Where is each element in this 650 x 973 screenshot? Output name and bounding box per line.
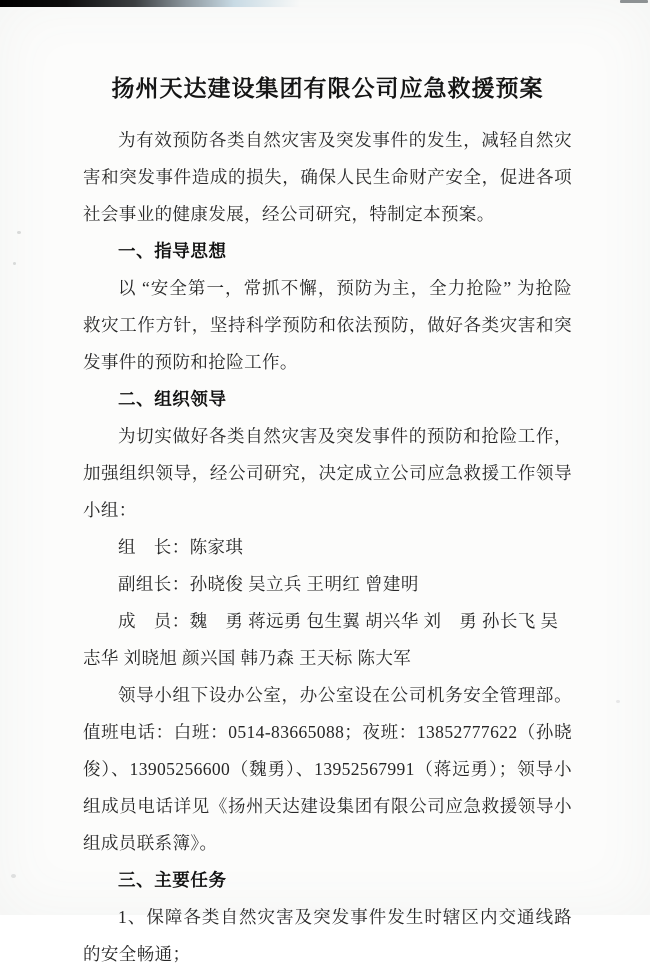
roster-names-leader: 陈家琪 bbox=[189, 537, 244, 557]
section-1-paragraph: 以 “安全第一，常抓不懈，预防为主，全力抢险” 为抢险救灾工作方针，坚持科学预防和依法预防，做好各类灾害和突发事件的预防和抢险工作。 bbox=[83, 278, 572, 372]
roster-line-members bbox=[83, 603, 572, 677]
scan-artifact-top-edge bbox=[0, 0, 300, 7]
scan-speck bbox=[616, 700, 620, 703]
roster-role-deputy-leaders: 副组长： bbox=[118, 574, 190, 594]
section-heading-guiding-ideology: 一、指导思想 bbox=[118, 241, 227, 261]
roster-names-members: 魏 勇 蒋远勇 包生翼 胡兴华 刘 勇 孙长飞 吴志华 刘晓旭 颜兴国 韩乃森 王天标 陈大军 bbox=[83, 611, 559, 668]
roster-names-deputy-leaders: 孙晓俊 吴立兵 王明红 曾建明 bbox=[189, 574, 419, 594]
office-and-phone-paragraph: 领导小组下设办公室，办公室设在公司机务安全管理部。值班电话：白班：0514-83665088；夜班：13852777622（孙晓俊）、13905256600（魏勇）、13952567991（蒋远勇）；领导小组成员电话详见《扬州天达建设集团有限公司应急救援领导小组成员联系簿》。 bbox=[83, 685, 572, 853]
scan-speck bbox=[11, 874, 16, 878]
section-2-lead-paragraph: 为切实做好各类自然灾害及突发事件的预防和抢险工作，加强组织领导，经公司研究，决定成立公司应急救援工作领导小组： bbox=[83, 426, 572, 520]
section-heading-organization-leadership: 二、组织领导 bbox=[118, 389, 227, 409]
scan-speck bbox=[17, 231, 21, 234]
document-title: 扬州天达建设集团有限公司应急救援预案 bbox=[111, 76, 544, 101]
roster-line-leader bbox=[83, 529, 572, 566]
scan-speck bbox=[13, 262, 16, 265]
roster-line-deputy-leaders bbox=[83, 566, 572, 603]
roster-role-members: 成 员： bbox=[118, 611, 190, 631]
section-3-task-1: 1、保障各类自然灾害及突发事件发生时辖区内交通线路的安全畅通； bbox=[83, 907, 572, 964]
scan-artifact-top-right bbox=[620, 0, 648, 3]
section-heading-main-tasks: 三、主要任务 bbox=[118, 870, 227, 890]
roster-role-leader: 组 长： bbox=[118, 537, 190, 557]
intro-paragraph: 为有效预防各类自然灾害及突发事件的发生，减轻自然灾害和突发事件造成的损失，确保人民生命财产安全，促进各项社会事业的健康发展，经公司研究，特制定本预案。 bbox=[83, 130, 572, 224]
